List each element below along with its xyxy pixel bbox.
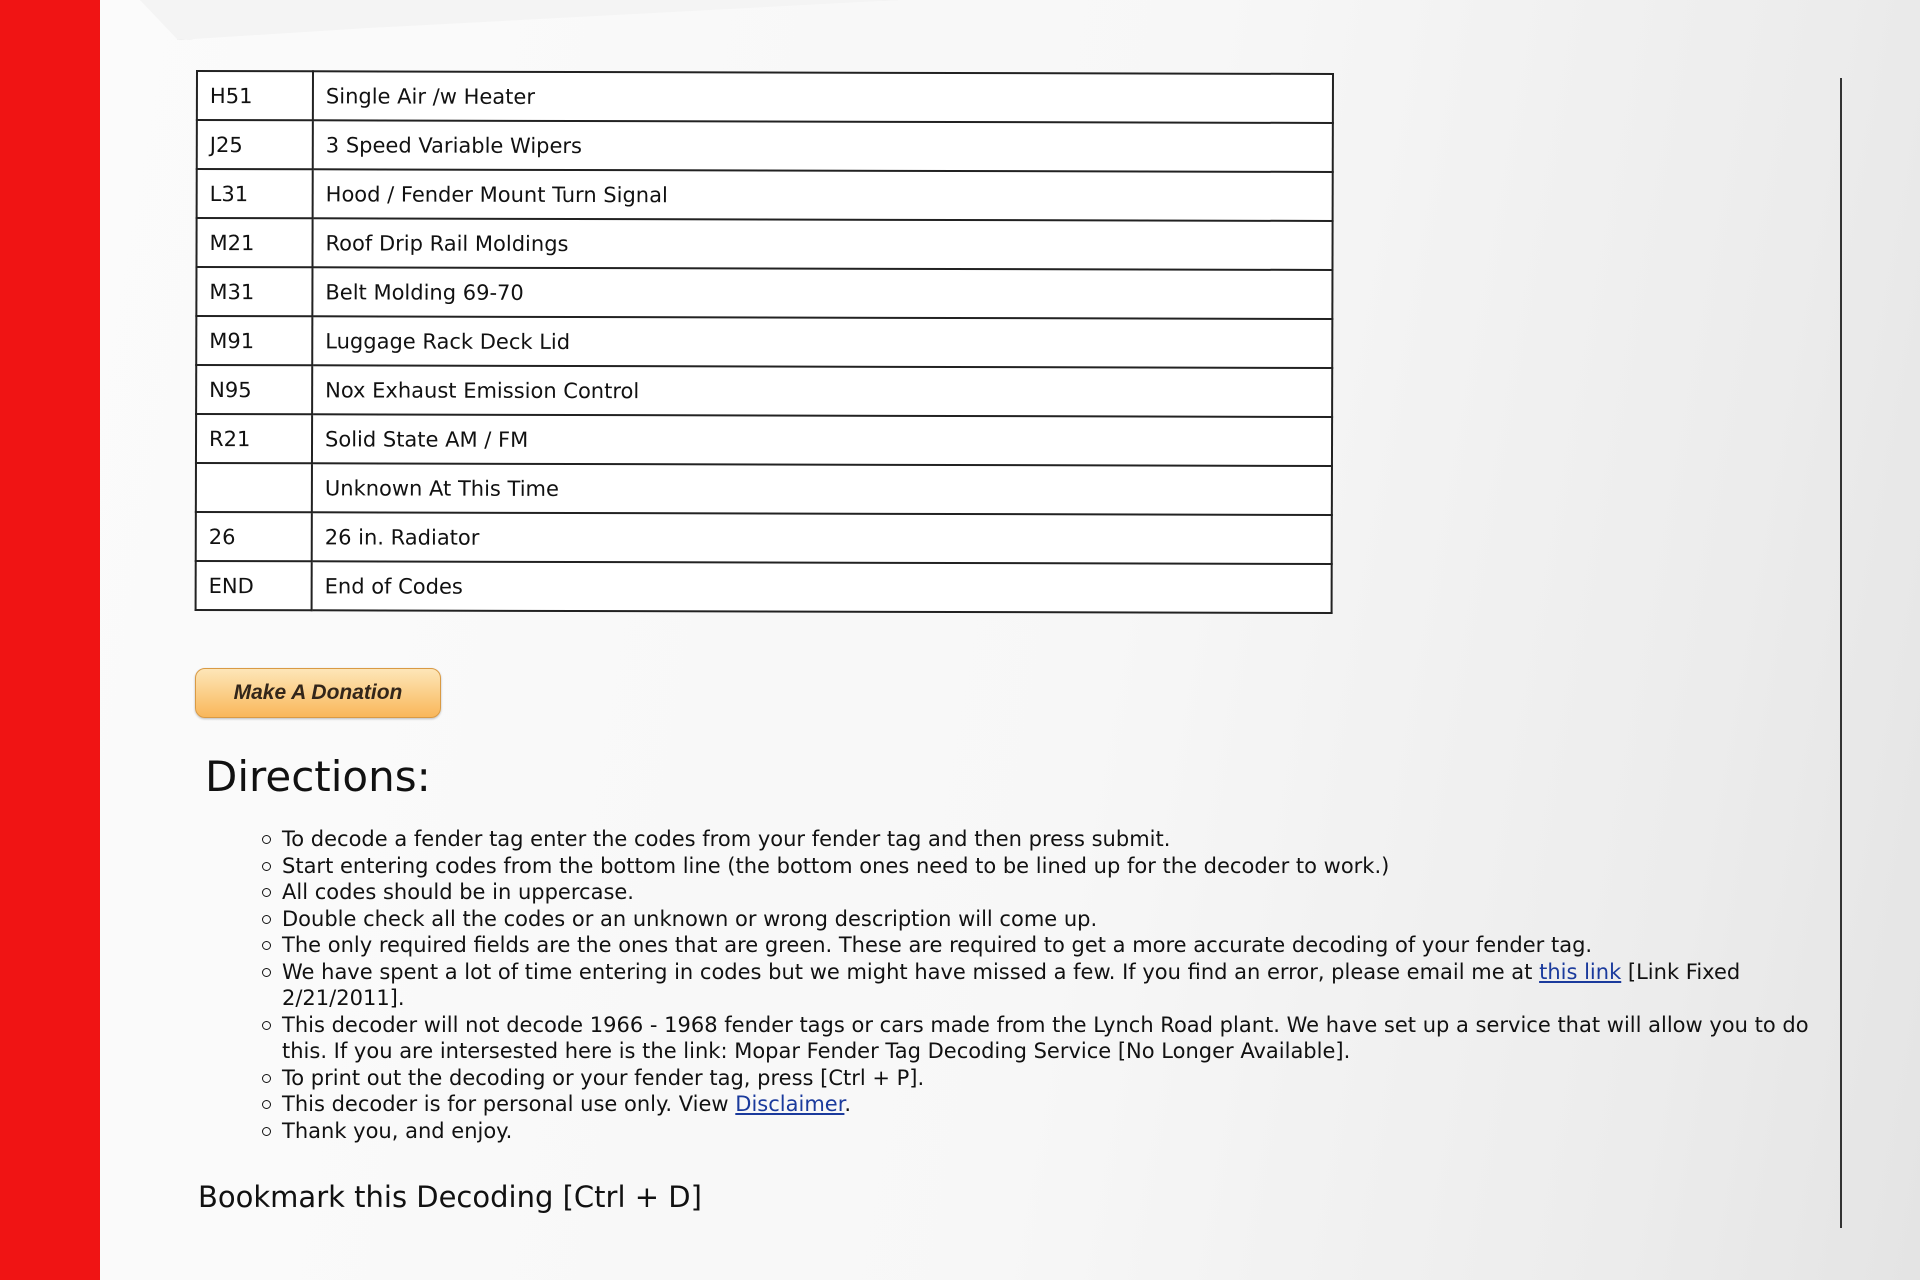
code-cell: R21 xyxy=(196,414,312,463)
code-cell: M91 xyxy=(196,316,312,365)
code-cell: M31 xyxy=(196,267,312,316)
directions-item-text: . xyxy=(844,1092,852,1116)
fender-codes-table-body xyxy=(196,71,1333,613)
description-cell: Roof Drip Rail Moldings xyxy=(312,218,1332,270)
directions-item: The only required fields are the ones that are green. These are required to get a more accurate decoding of your fender tag. xyxy=(262,932,1832,959)
code-cell: J25 xyxy=(197,120,313,169)
directions-list xyxy=(262,826,1832,1144)
description-cell: Belt Molding 69-70 xyxy=(312,267,1332,319)
directions-item xyxy=(262,959,1832,1012)
description-cell: Luggage Rack Deck Lid xyxy=(312,316,1332,368)
directions-item: Double check all the codes or an unknown or wrong description will come up. xyxy=(262,906,1832,933)
table-row xyxy=(196,463,1332,515)
code-cell: END xyxy=(196,561,312,610)
directions-item-text: We have spent a lot of time entering in codes but we might have missed a few. If you find an error, please email me at xyxy=(282,959,1540,984)
table-row xyxy=(196,218,1332,270)
code-cell: 26 xyxy=(196,512,312,561)
description-cell: Nox Exhaust Emission Control xyxy=(312,365,1332,417)
description-cell: 26 in. Radiator xyxy=(312,512,1332,564)
bookmark-text: Bookmark this Decoding [Ctrl + D] xyxy=(198,1180,702,1214)
folded-paper-edge xyxy=(140,0,900,40)
directions-item: Start entering codes from the bottom line (the bottom ones need to be lined up for the decoder to work.) xyxy=(262,853,1832,880)
make-donation-button[interactable]: Make A Donation xyxy=(195,668,441,718)
directions-item: All codes should be in uppercase. xyxy=(262,879,1832,906)
email-link[interactable]: this link xyxy=(1539,959,1622,984)
description-cell: Hood / Fender Mount Turn Signal xyxy=(313,169,1333,221)
directions-item xyxy=(262,1091,1832,1118)
description-cell: End of Codes xyxy=(312,561,1332,613)
directions-item-text: This decoder is for personal use only. View xyxy=(282,1092,736,1116)
table-row xyxy=(197,71,1333,123)
code-cell: H51 xyxy=(197,71,313,120)
description-cell: Single Air /w Heater xyxy=(313,71,1333,123)
directions-item: To print out the decoding or your fender tag, press [Ctrl + P]. xyxy=(262,1065,1832,1092)
description-cell: Solid State AM / FM xyxy=(312,414,1332,466)
directions-item: This decoder will not decode 1966 - 1968 fender tags or cars made from the Lynch Road plant. We have set up a service that will allow you to do this. If you are intersested here is the link: Mopar Fender Tag Decoding Service [No Longer Available]. xyxy=(262,1012,1832,1065)
code-cell xyxy=(196,463,312,512)
code-cell: M21 xyxy=(196,218,312,267)
disclaimer-link[interactable]: Disclaimer xyxy=(735,1092,845,1116)
table-row xyxy=(196,414,1332,466)
code-cell: N95 xyxy=(196,365,312,414)
table-row xyxy=(196,316,1332,368)
table-row xyxy=(197,120,1333,172)
red-background-strip xyxy=(0,0,100,1280)
code-cell: L31 xyxy=(197,169,313,218)
table-row xyxy=(196,267,1332,319)
directions-item: To decode a fender tag enter the codes from your fender tag and then press submit. xyxy=(262,826,1832,853)
table-row xyxy=(196,365,1332,417)
directions-item: Thank you, and enjoy. xyxy=(262,1118,1832,1145)
directions-item-text: [Link Fixed 2/21/2011]. xyxy=(282,959,1741,1010)
table-row xyxy=(197,169,1333,221)
description-cell: 3 Speed Variable Wipers xyxy=(313,120,1333,172)
fender-codes-table xyxy=(195,70,1334,614)
description-cell: Unknown At This Time xyxy=(312,463,1332,515)
page-border-line xyxy=(1840,78,1842,1228)
directions-heading: Directions: xyxy=(205,752,431,801)
table-row xyxy=(196,512,1332,564)
table-row xyxy=(196,561,1332,613)
